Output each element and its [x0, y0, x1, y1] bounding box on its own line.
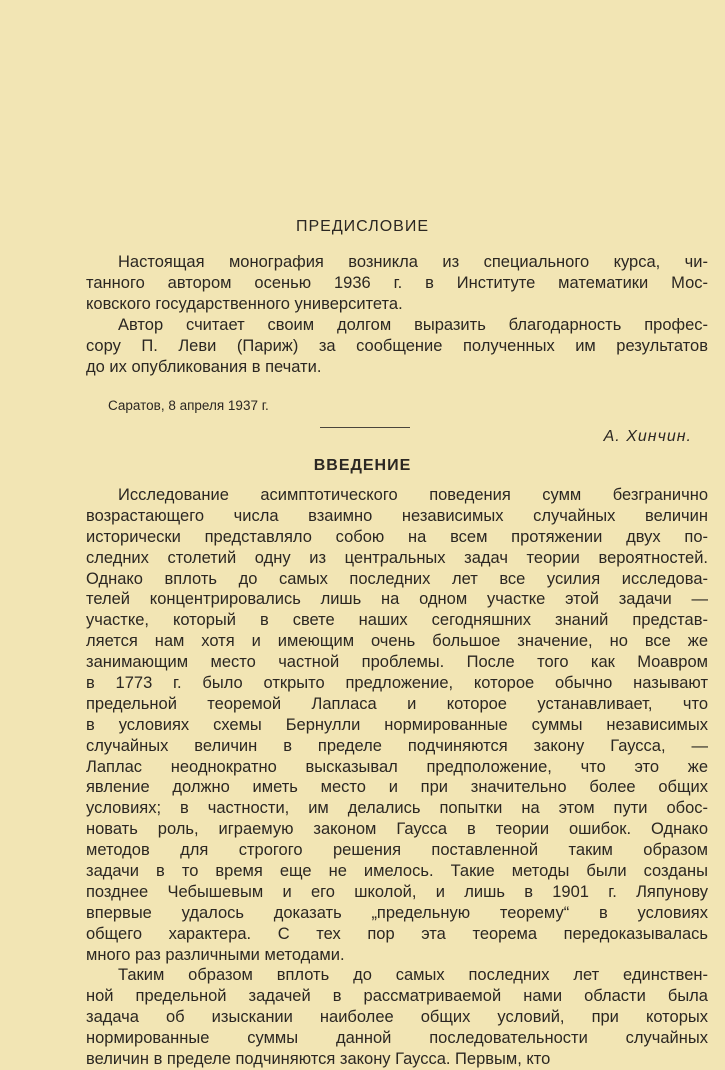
preface-date: Саратов, 8 апреля 1937 г. — [108, 398, 269, 413]
text-line: Однако вплоть до самых последних лет все усилия исследова- — [86, 569, 708, 588]
text-line: телей концентрировались лишь на одном участке этой задачи — — [86, 590, 708, 609]
text-line: сору П. Леви (Париж) за сообщение полученных им результатов — [86, 337, 708, 355]
author-signature: А. Хинчин. — [603, 428, 692, 445]
text-line: в 1773 г. было открыто предложение, которое обычно называют — [86, 674, 708, 693]
text-line: предельной теоремой Лапласа и которое устанавливает, что — [86, 694, 708, 713]
introduction-body — [86, 485, 708, 1070]
text-line: новать роль, играемую законом Гаусса в теории ошибок. Однако — [86, 820, 708, 839]
text-line: возрастающего числа взаимно независимых случайных величин — [86, 506, 708, 525]
text-line: следних столетий одну из центральных задач теории вероятностей. — [86, 548, 708, 567]
text-line: задача об изыскании наиболее общих условий, при которых — [86, 1008, 708, 1027]
text-line: методов для строгого решения поставленной таким образом — [86, 841, 708, 860]
text-line: танного автором осенью 1936 г. в Институте математики Мос- — [86, 274, 708, 292]
text-line: Автор считает своим долгом выразить благодарность профес- — [118, 316, 708, 334]
introduction-title: ВВЕДЕНИЕ — [313, 457, 412, 474]
text-line: позднее Чебышевым и его школой, и лишь в 1901 г. Ляпунову — [86, 882, 708, 901]
text-line: много раз различными методами. — [86, 945, 345, 964]
text-line: ковского государственного университета. — [86, 295, 403, 313]
preface-title: ПРЕДИСЛОВИЕ — [296, 218, 429, 235]
text-line: случайных величин в пределе подчиняются закону Гаусса, — — [86, 736, 708, 755]
text-line: общего характера. С тех пор эта теорема передоказывалась — [86, 924, 708, 943]
text-line: до их опубликования в печати. — [86, 358, 322, 376]
text-line: ляется нам хотя и имеющим очень большое значение, но все же — [86, 632, 708, 651]
text-line: Исследование асимптотического поведения сумм безгранично — [118, 486, 708, 504]
text-line: впервые удалось доказать „предельную теорему“ в условиях — [86, 903, 708, 922]
text-line: исторически представляло собою на всем протяжении двух по- — [86, 527, 708, 546]
text-line: Таким образом вплоть до самых последних лет единствен- — [118, 966, 708, 985]
text-line: Лаплас неоднократно высказывал предположение, что это же — [86, 757, 708, 776]
text-line: задачи в то время еще не имелось. Такие методы были созданы — [86, 862, 708, 881]
text-line: занимающим место частной проблемы. После того как Моавром — [86, 653, 708, 672]
text-line: величин в пределе подчиняются закону Гаусса. Первым, кто — [86, 1050, 551, 1069]
section-divider — [320, 427, 410, 428]
preface-body — [86, 252, 708, 378]
text-line: участке, который в свете наших сегодняшних знаний представ- — [86, 611, 708, 630]
text-line: Настоящая монография возникла из специального курса, чи- — [118, 253, 708, 271]
text-line: нормированные суммы данной последовательности случайных — [86, 1029, 708, 1048]
text-line: в условиях схемы Бернулли нормированные суммы независимых — [86, 715, 708, 734]
text-line: условиях; в частности, им делались попытки на этом пути обос- — [86, 799, 708, 818]
text-line: ной предельной задачей в рассматриваемой нами области была — [86, 987, 708, 1006]
text-line: явление должно иметь место и при значительно более общих — [86, 778, 708, 797]
